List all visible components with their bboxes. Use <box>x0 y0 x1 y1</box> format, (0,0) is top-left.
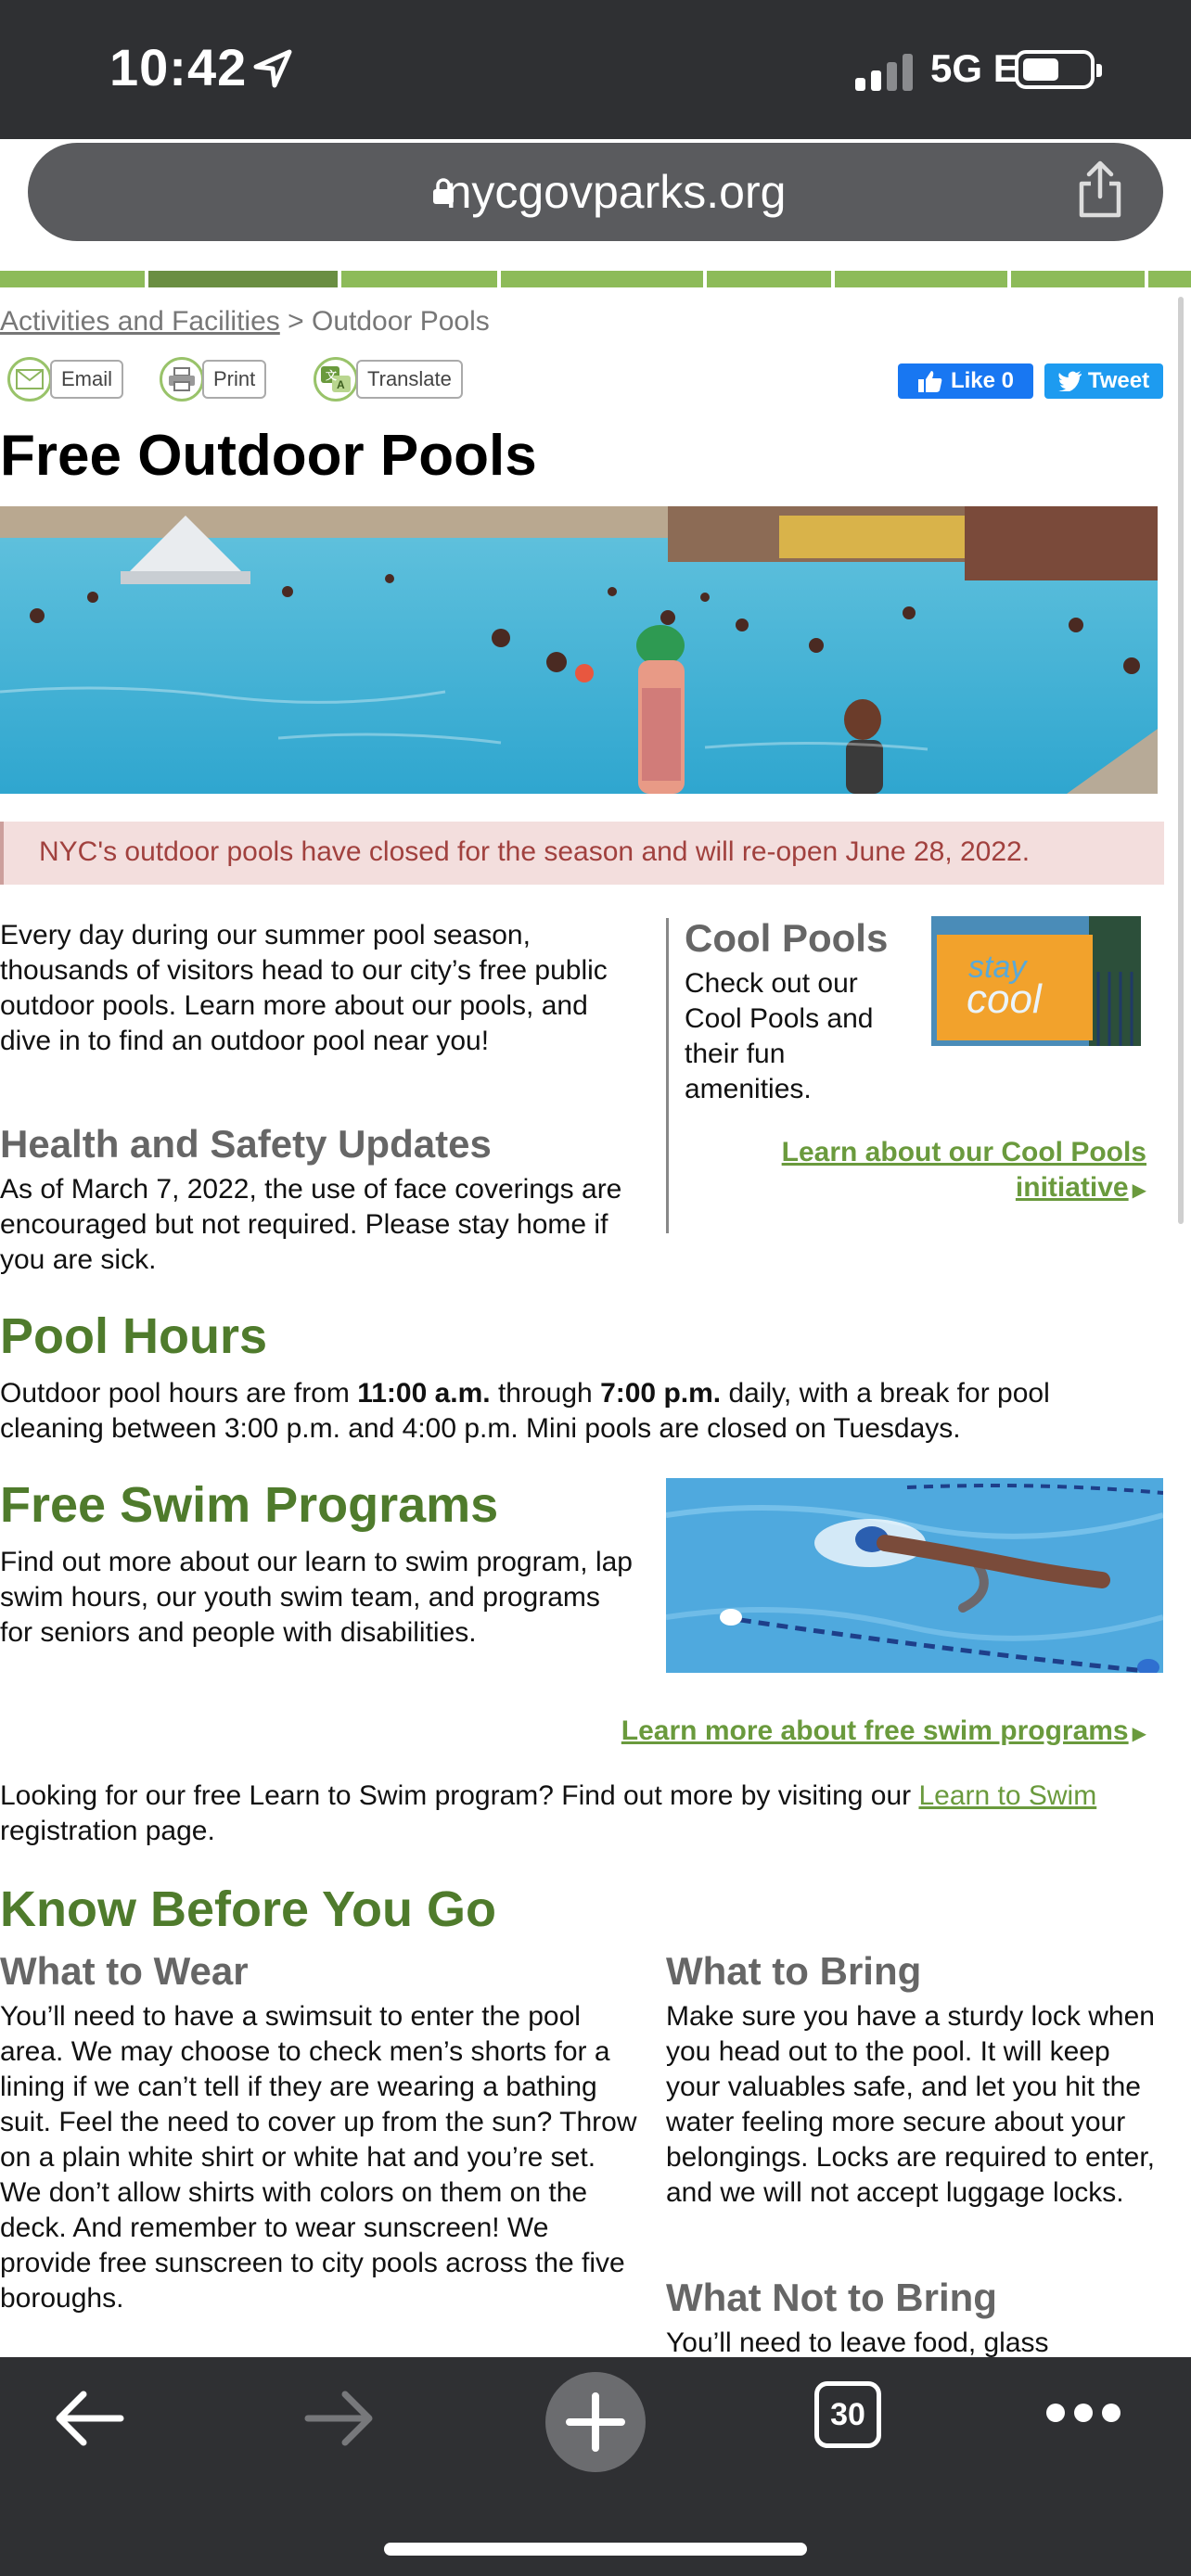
thumbs-up-icon <box>917 369 943 393</box>
print-button[interactable] <box>160 358 266 401</box>
cool-pools-heading: Cool Pools <box>685 916 889 960</box>
tweet-button[interactable] <box>1044 363 1163 399</box>
pool-hours-heading: Pool Hours <box>0 1308 268 1364</box>
swimmer-photo <box>666 1478 1163 1673</box>
what-to-bring-text: Make sure you have a sturdy lock when you head out to the pool. It will keep your valuables safe, and let you hit the water feeling more secure about your belongings. Locks are required to enter, and we will not accept luggage locks. <box>666 2001 1156 2208</box>
health-text: As of March 7, 2022, the use of face coverings are encouraged but not required. Please stay home if you are sick. <box>0 1174 622 1275</box>
stay-cool-sign-line1: stay <box>968 950 1027 985</box>
health-heading: Health and Safety Updates <box>0 1122 492 1166</box>
free-swim-link[interactable]: Learn more about free swim programs ▶ <box>621 1715 1146 1746</box>
chevron-right-icon: ▶ <box>1132 1724 1146 1744</box>
closure-alert: NYC's outdoor pools have closed for the season and will re-open June 28, 2022. <box>0 822 1164 885</box>
back-arrow-icon[interactable] <box>52 2389 126 2453</box>
what-not-to-bring-text: You’ll need to leave food, glass <box>666 2327 1049 2357</box>
svg-text:A: A <box>337 378 345 391</box>
stay-cool-sign-line2: cool <box>967 976 1042 1022</box>
translate-icon <box>314 357 358 402</box>
translate-label: Translate <box>356 360 463 399</box>
printer-icon <box>160 357 204 402</box>
email-button[interactable] <box>7 358 123 401</box>
sidebar-divider <box>666 918 669 1233</box>
page-content <box>0 287 1191 2357</box>
cool-pools-link[interactable]: Learn about our Cool Pools initiative ▶ <box>781 1137 1146 1203</box>
battery-icon <box>1015 50 1095 89</box>
browser-toolbar <box>0 2357 1191 2576</box>
tweet-label: Tweet <box>1087 368 1150 393</box>
facebook-like-button[interactable] <box>898 363 1033 399</box>
learn-to-swim-link[interactable]: Learn to Swim <box>918 1780 1097 1811</box>
scrollbar[interactable] <box>1178 297 1184 1224</box>
pool-hours-text: Outdoor pool hours are from 11:00 a.m. through 7:00 p.m. daily, with a break for pool cleaning between 3:00 p.m. and 4:00 p.m. Mini pools are closed on Tuesdays. <box>0 1378 1050 1444</box>
what-to-wear-text: You’ll need to have a swimsuit to enter the pool area. We may choose to check men’s shorts for a lining if we can’t tell if they are wearing a bathing suit. Feel the need to cover up from the sun? Throw on a plain white shirt or white hat and you’re set. We don’t allow shirts with colors on them on the deck. And remember to wear sunscreen! We provide free sunscreen to city pools across the five boroughs. <box>0 2001 637 2314</box>
new-tab-plus-icon[interactable] <box>544 2370 647 2479</box>
stay-cool-photo <box>931 916 1141 1046</box>
translate-button[interactable] <box>314 358 463 401</box>
free-swim-heading: Free Swim Programs <box>0 1477 499 1533</box>
status-time: 10:42 <box>109 38 248 96</box>
share-icon[interactable] <box>1074 159 1126 223</box>
cool-pools-text: Check out our Cool Pools and their fun amenities. <box>685 968 874 1104</box>
tab-count-button[interactable]: 30 <box>814 2381 881 2448</box>
svg-text:文: 文 <box>326 369 338 382</box>
intro-text: Every day during our summer pool season, thousands of visitors head to our city’s free public outdoor pools. Learn more about our pools, and dive in to find an outdoor pool near you! <box>0 920 608 1056</box>
page-title: Free Outdoor Pools <box>0 424 537 488</box>
forward-arrow-icon[interactable] <box>302 2389 377 2453</box>
twitter-bird-icon <box>1058 371 1082 391</box>
what-not-to-bring-heading: What Not to Bring <box>666 2276 997 2319</box>
learn-to-swim-text: Looking for our free Learn to Swim program? Find out more by visiting our Learn to Swim registration page. <box>0 1780 1097 1846</box>
email-label: Email <box>50 360 123 399</box>
like-label: Like 0 <box>950 368 1015 393</box>
free-swim-text: Find out more about our learn to swim program, lap swim hours, our youth swim team, and programs for seniors and people with disabilities. <box>0 1547 633 1648</box>
more-options-icon[interactable] <box>1044 2402 1122 2429</box>
what-to-bring-heading: What to Bring <box>666 1949 922 1993</box>
print-label: Print <box>202 360 266 399</box>
location-arrow-icon <box>252 48 293 94</box>
hero-pool-photo <box>0 506 1158 794</box>
breadcrumb-link-activities[interactable]: Activities and Facilities <box>0 306 280 337</box>
envelope-icon <box>7 357 52 402</box>
breadcrumb <box>0 306 490 338</box>
home-indicator[interactable] <box>384 2543 807 2556</box>
breadcrumb-current: Outdoor Pools <box>312 306 490 337</box>
breadcrumb-separator: > <box>288 306 304 337</box>
know-before-heading: Know Before You Go <box>0 1881 497 1937</box>
chevron-right-icon: ▶ <box>1132 1180 1146 1201</box>
what-to-wear-heading: What to Wear <box>0 1949 249 1993</box>
address-bar[interactable] <box>28 143 1163 241</box>
url-text: nycgovparks.org <box>445 166 787 218</box>
network-type: 5G E <box>930 46 1019 90</box>
site-nav-strip[interactable] <box>0 271 1191 287</box>
signal-strength-icon <box>855 52 920 91</box>
status-bar <box>0 0 1191 139</box>
